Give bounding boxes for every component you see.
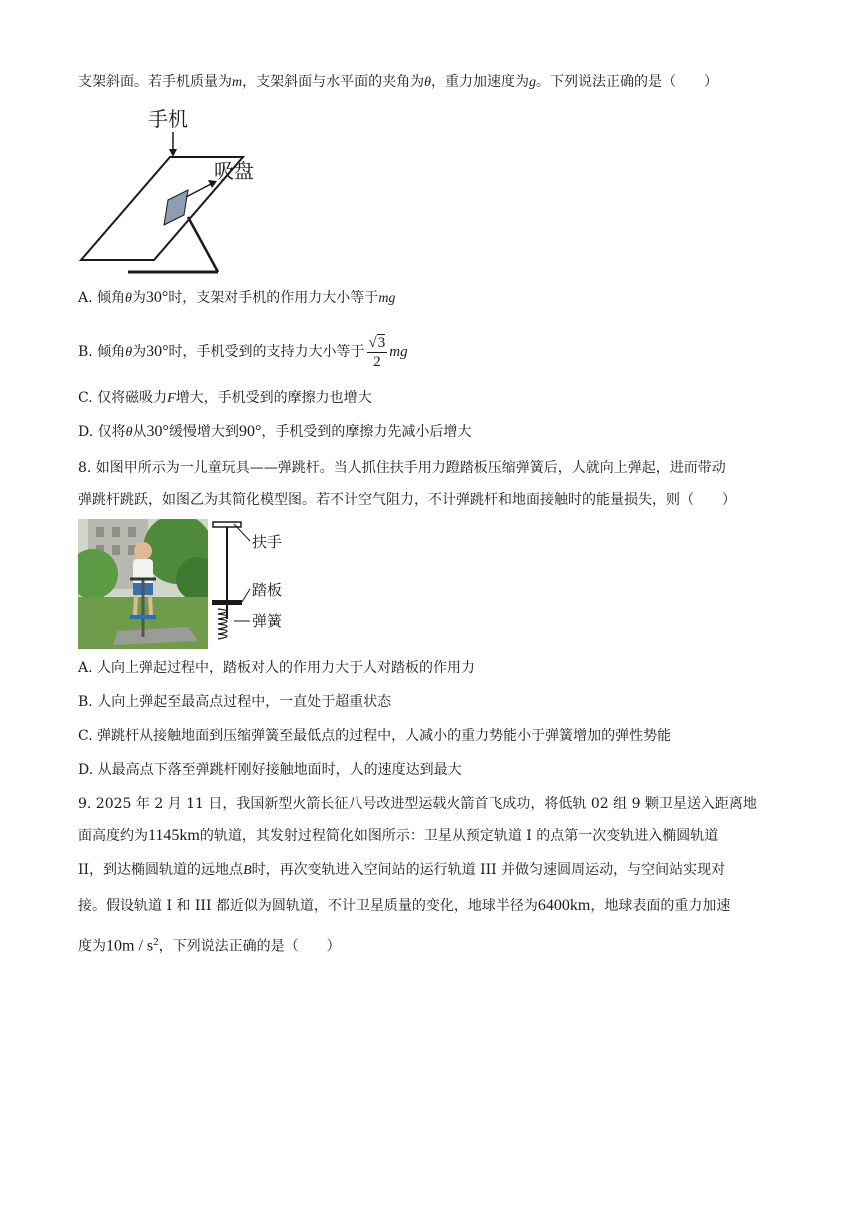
angle-value: 90° — [238, 423, 262, 440]
point-b-symbol: B — [243, 863, 252, 878]
phone-label: 手机 — [148, 107, 188, 131]
q7-stem — [78, 72, 718, 93]
option-text: B. 倾角 — [78, 344, 126, 360]
q9-text: ，下列说法正确的是（ ） — [158, 938, 341, 955]
sucker-label: 吸盘 — [214, 159, 254, 183]
q9-stem-line5 — [78, 932, 341, 957]
option-text: 增大，手机受到的摩擦力也增大 — [175, 390, 372, 406]
q7-stem-text: ，支架斜面与水平面的夹角为 — [242, 74, 425, 90]
option-text: 缓慢增大到 — [168, 424, 239, 440]
orbit-height-value: 1145km — [148, 827, 200, 844]
gravity-symbol: g — [529, 75, 537, 90]
option-text: D. 仅将 — [78, 424, 126, 440]
stand-leg — [188, 217, 218, 272]
phone-arrowhead — [169, 149, 177, 157]
exponent: 2 — [153, 936, 159, 948]
q7-option-c — [78, 388, 372, 409]
q9-stem-line1: 9. 2025 年 2 月 11 日，我国新型火箭长征八号改进型运载火箭首飞成功，将低轨 02 组 9 颗卫星送入距离地 — [78, 796, 757, 812]
fraction-denominator: 2 — [373, 353, 381, 370]
q8-stem-line2: 弹跳杆跳跃，如图乙为其简化模型图。若不计空气阻力，不计弹跳杆和地面接触时的能量损失，则（ ） — [78, 492, 736, 508]
mg-symbol: mg — [389, 344, 408, 360]
earth-radius-value: 6400km — [537, 897, 591, 914]
option-text: 时，手机受到的支持力大小等于 — [168, 344, 365, 360]
q7-stem-text: 。下列说法正确的是（ ） — [536, 74, 719, 90]
q9-text: 接。假设轨道 I 和 III 都近似为圆轨道，不计卫星质量的变化，地球半径为 — [78, 898, 538, 914]
angle-value: 30° — [145, 289, 169, 306]
q9-stem-line2 — [78, 826, 718, 846]
option-text: 从 — [132, 424, 147, 440]
sqrt3-over-2: $\frac{√3}{2}$ — [368, 334, 386, 370]
q8-stem-line1: 8. 如图甲所示为一儿童玩具——弹跳杆。当人抓住扶手用力蹬踏板压缩弹簧后，人就向上弹起，进而带动 — [78, 460, 726, 476]
spring-label: 弹簧 — [252, 612, 283, 630]
handle-label: 扶手 — [252, 533, 283, 551]
angle-symbol: θ — [125, 291, 132, 306]
angle-value: 30° — [146, 343, 169, 360]
q9-text: ，地球表面的重力加速 — [590, 898, 731, 914]
pogo-stick-photo — [78, 519, 208, 649]
angle-value: 30° — [146, 423, 169, 440]
mass-symbol: m — [232, 75, 243, 90]
q9-text: 面高度约为 — [78, 828, 148, 844]
sucker-pad — [164, 190, 188, 225]
spring-coil — [218, 609, 227, 639]
option-text: C. 仅将磁吸力 — [78, 390, 168, 406]
q8-option-d: D. 从最高点下落至弹跳杆刚好接触地面时，人的速度达到最大 — [78, 762, 462, 778]
q9-stem-line4 — [78, 896, 730, 916]
q7-stem-text: 支架斜面。若手机质量为 — [78, 74, 232, 90]
q9-text: 时，再次变轨进入空间站的运行轨道 III 并做匀速圆周运动，与空间站实现对 — [251, 862, 726, 878]
angle-symbol: θ — [125, 345, 133, 360]
force-symbol: F — [167, 391, 176, 406]
pedal — [212, 600, 242, 605]
option-text: ，手机受到的摩擦力先减小后增大 — [261, 424, 472, 440]
pedal-label: 踏板 — [252, 581, 283, 599]
option-text: 时，支架对手机的作用力大小等于 — [168, 290, 379, 306]
q8-option-c: C. 弹跳杆从接触地面到压缩弹簧至最低点的过程中，人减小的重力势能小于弹簧增加的弹性势能 — [78, 728, 672, 744]
phone-holder-figure — [78, 100, 278, 280]
angle-symbol: θ — [424, 75, 432, 90]
q8-option-a: A. 人向上弹起过程中，踏板对人的作用力大于人对踏板的作用力 — [78, 660, 476, 676]
option-text: A. 倾角 — [78, 290, 126, 306]
option-text: 为 — [131, 290, 146, 306]
q7-stem-text: ，重力加速度为 — [431, 74, 530, 90]
q9-text: II，到达椭圆轨道的远地点 — [78, 862, 244, 878]
handle-pointer — [234, 524, 250, 541]
q9-text: 度为 — [78, 938, 106, 955]
pogo-stick-model — [208, 519, 308, 649]
q9-text: 的轨道，其发射过程简化如图所示：卫星从预定轨道 I 的点第一次变轨进入椭圆轨道 — [199, 828, 719, 844]
mg-symbol: mg — [378, 291, 396, 306]
fraction-numerator: 3 — [377, 334, 386, 351]
q7-option-b — [78, 330, 408, 374]
option-text: 为 — [132, 344, 147, 360]
q8-option-b: B. 人向上弹起至最高点过程中，一直处于超重状态 — [78, 694, 392, 710]
gravity-value: 10m / s — [106, 937, 154, 955]
angle-symbol: θ — [125, 425, 133, 440]
pedal-pointer — [242, 589, 250, 602]
q7-option-a — [78, 288, 395, 309]
q7-option-d — [78, 422, 471, 443]
q9-stem-line3 — [78, 860, 725, 881]
